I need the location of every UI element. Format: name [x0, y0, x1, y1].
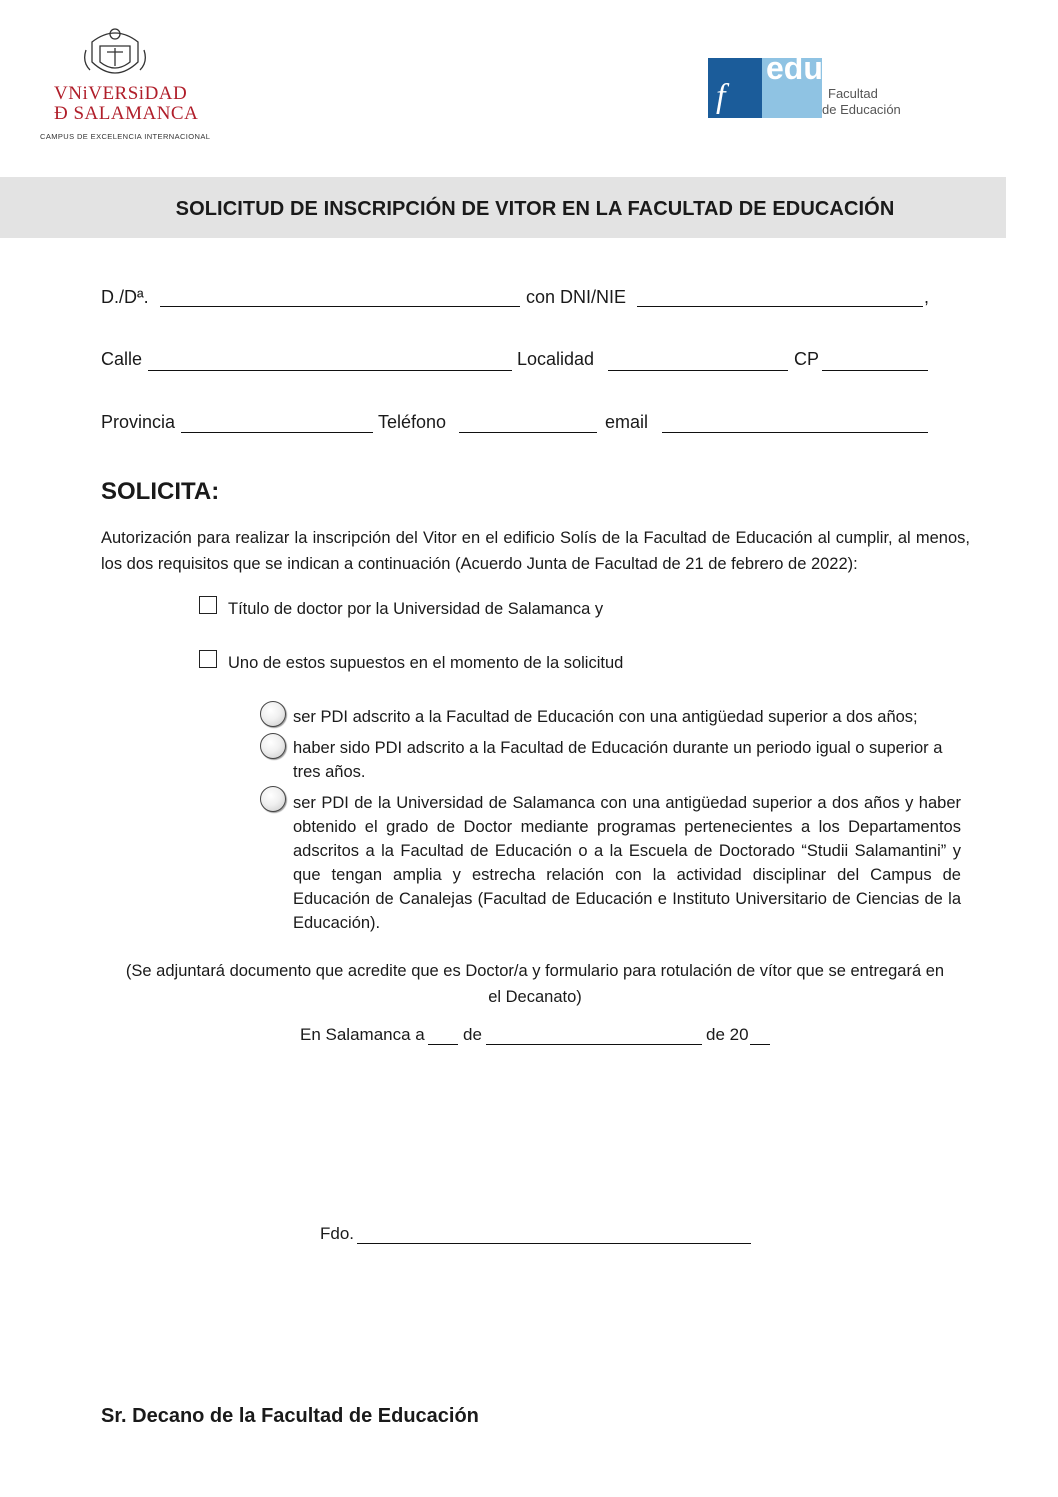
faculty-logo: [708, 50, 914, 118]
option-1-label: ser PDI adscrito a la Facultad de Educación con una antigüedad superior a dos años;: [293, 708, 918, 726]
university-logo-line2: Ð SALAMANCA: [54, 103, 199, 124]
university-logo-line1: VNiVERSiDAD: [54, 83, 188, 104]
faculty-logo-mark: f: [716, 78, 726, 115]
doctor-title-checkbox[interactable]: [199, 596, 217, 614]
province-field[interactable]: [181, 432, 373, 433]
email-label: email: [605, 412, 649, 432]
date-year-field[interactable]: [750, 1044, 770, 1045]
option-2-label: haber sido PDI adscrito a la Facultad de Educación durante un periodo igual o superior a tres años.: [293, 739, 943, 781]
faculty-logo-line2: de Educación: [822, 102, 901, 117]
signature-field[interactable]: [357, 1243, 751, 1244]
addressee: Sr. Decano de la Facultad de Educación: [101, 1405, 479, 1427]
date-place-label: En Salamanca a: [300, 1025, 425, 1044]
university-logo-tagline: CAMPUS DE EXCELENCIA INTERNACIONAL: [40, 132, 211, 141]
postal-code-label: CP: [794, 349, 820, 369]
phone-label: Teléfono: [378, 412, 447, 432]
name-label: D./Dª.: [101, 287, 149, 307]
option-1-radio[interactable]: [260, 701, 286, 727]
option-2-radio[interactable]: [260, 733, 286, 759]
date-year-label: de 20: [706, 1025, 749, 1044]
option-3-label: ser PDI de la Universidad de Salamanca con una antigüedad superior a dos años y haber obtenido el grado de Doctor mediante programas pertenecientes a los Departamentos adscritos a la Facultad de Educación o a la Escuela de Doctorado “Studii Salamantini” y que tengan amplia y estrecha relación con la actividad disciplinar del Campus de Educación de Canalejas (Facultad de Educación e Instituto Universitario de Ciencias de la Educación).: [293, 794, 961, 932]
dni-label: con DNI/NIE: [526, 287, 627, 307]
signature-label: Fdo.: [320, 1224, 355, 1243]
dni-field[interactable]: [637, 306, 923, 307]
faculty-logo-line1: Facultad: [828, 86, 878, 101]
assumption-checkbox[interactable]: [199, 650, 217, 668]
city-field[interactable]: [608, 370, 788, 371]
date-day-field[interactable]: [428, 1044, 458, 1045]
doctor-title-label: Título de doctor por la Universidad de Salamanca y: [228, 600, 604, 618]
date-de-label: de: [463, 1025, 482, 1044]
postal-code-field[interactable]: [822, 370, 928, 371]
university-crest-icon: [82, 22, 148, 86]
phone-field[interactable]: [459, 432, 597, 433]
attachment-note: (Se adjuntará documento que acredite que es Doctor/a y formulario para rotulación de vítor que se entregará en el Decanato): [125, 962, 945, 1006]
faculty-logo-word: edu: [766, 50, 823, 86]
request-heading: SOLICITA:: [101, 478, 220, 505]
street-label: Calle: [101, 349, 143, 369]
page-title: SOLICITUD DE INSCRIPCIÓN DE VITOR EN LA FACULTAD DE EDUCACIÓN: [175, 198, 895, 220]
assumption-label: Uno de estos supuestos en el momento de la solicitud: [228, 654, 624, 672]
name-field[interactable]: [160, 306, 520, 307]
city-label: Localidad: [517, 349, 595, 369]
street-field[interactable]: [148, 370, 512, 371]
date-month-field[interactable]: [486, 1044, 702, 1045]
option-3-radio[interactable]: [260, 786, 286, 812]
email-field[interactable]: [662, 432, 928, 433]
request-paragraph: Autorización para realizar la inscripción del Vitor en el edificio Solís de la Facultad de Educación al cumplir, al menos, los dos requisitos que se indican a continuación (Acuerdo Junta de Facultad de 21 de febrero de 2022):: [101, 529, 970, 573]
dni-comma: ,: [924, 287, 930, 307]
province-label: Provincia: [101, 412, 176, 432]
